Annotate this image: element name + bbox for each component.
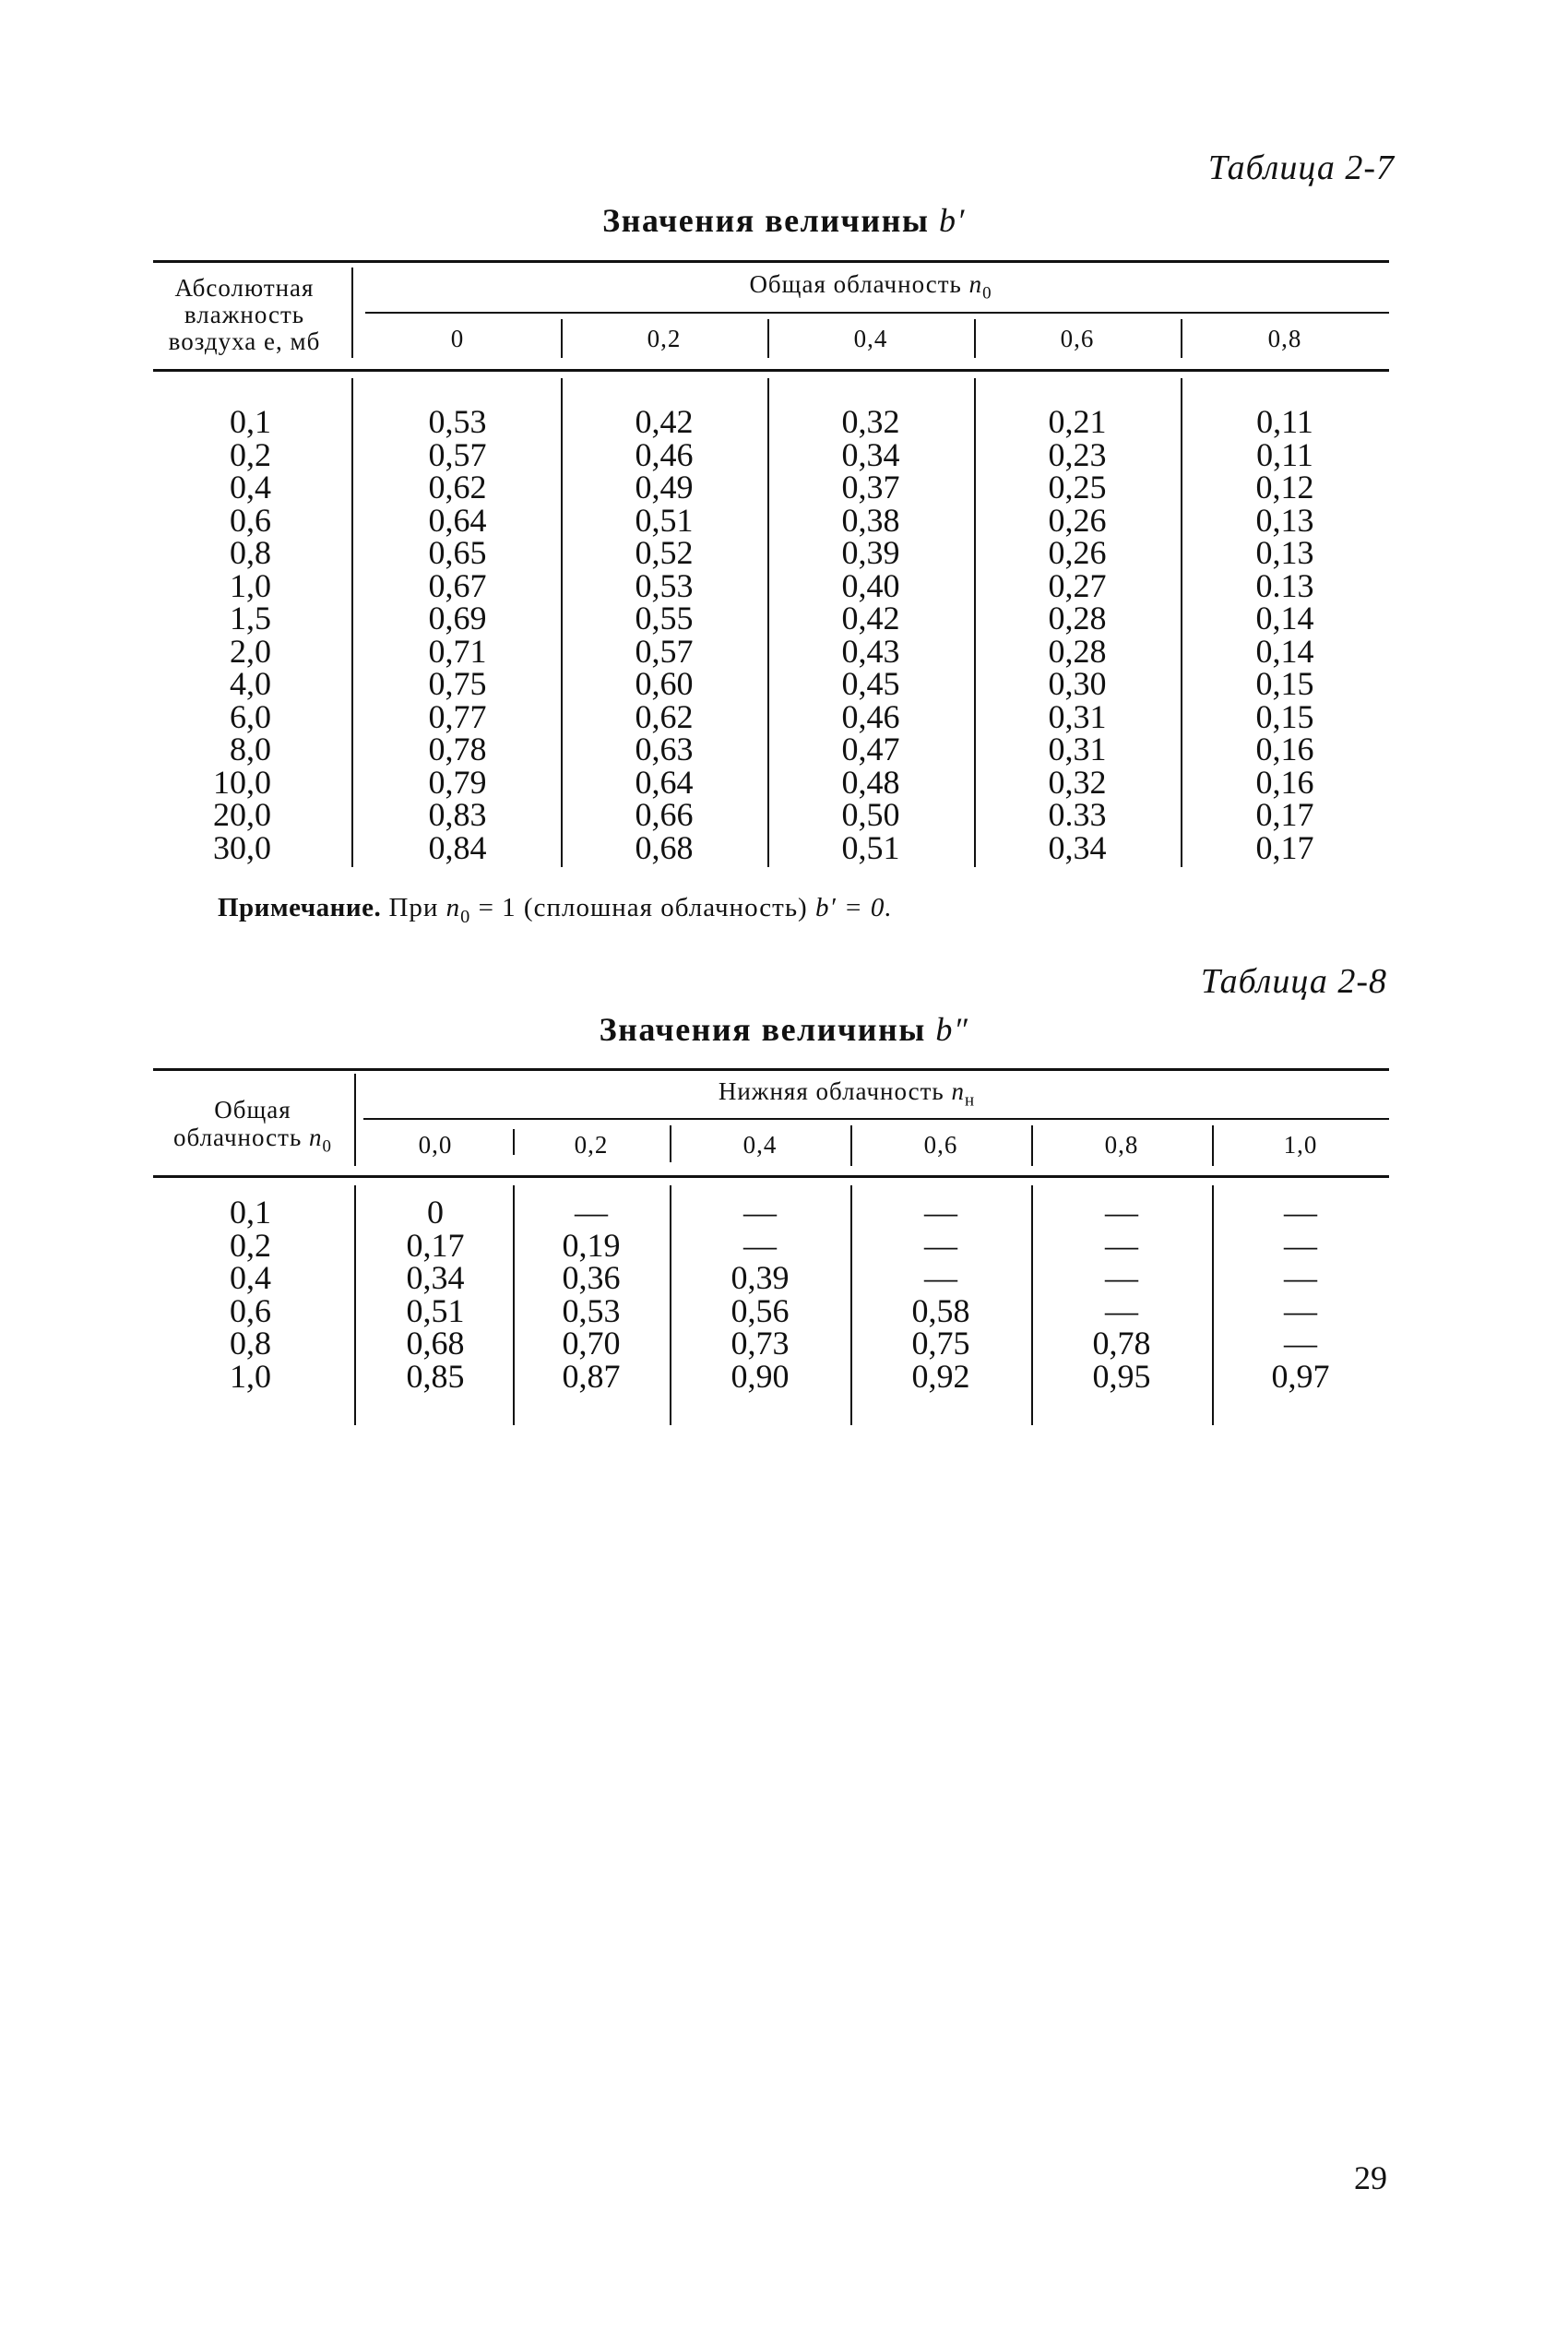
row-label: 10,0 [213,763,271,801]
table-cell: 0,77 [428,697,487,735]
table-cell: 0,90 [731,1357,790,1395]
row-label: 0,6 [230,501,271,539]
table-cell: 0,52 [635,534,694,571]
table-2-8-title-text: Значения величины [599,1011,926,1048]
table-cell: 0,12 [1255,469,1314,505]
table-cell: 0,79 [428,763,487,801]
table-2-7-col-header: 0 [450,325,465,352]
table-cell: 0,73 [731,1325,790,1362]
table-cell: 0,47 [841,731,900,767]
table-2-7-group-header [354,270,1387,303]
table-cell: 0,67 [428,566,487,604]
table-cell: 0,19 [562,1226,621,1264]
table-2-8-column-0 [358,1196,513,1393]
table-2-7-group-rule [365,312,1389,314]
table-cell: — [1105,1259,1138,1296]
table-cell: 0,49 [635,469,694,505]
table-2-8-column-2 [670,1196,850,1393]
table-2-7-title-symbol: b′ [938,202,966,239]
column-separator [850,1125,852,1166]
table-cell: 0,16 [1255,731,1314,767]
table-cell: 0,69 [428,600,487,636]
table-cell: — [1284,1325,1317,1362]
column-separator [561,319,563,358]
row-label: 0,8 [230,1325,271,1362]
table-cell: 0,17 [1255,828,1314,866]
table-cell: 0,11 [1256,403,1313,440]
table-cell: 0,51 [635,501,694,539]
table-2-7-col-header: 0,2 [647,325,682,352]
column-separator [1181,319,1182,358]
table-cell: 0,83 [428,796,487,833]
table-cell: 0,60 [635,665,694,702]
table-cell: 0,53 [635,566,694,604]
table-cell: 0,21 [1048,403,1107,440]
table-2-7-top-rule [153,260,1389,263]
table-cell: — [924,1226,957,1264]
group-header-symbol: n [968,270,983,298]
table-2-8-header-rule [153,1175,1389,1178]
table-cell: 0,34 [406,1259,465,1296]
stub-header-line [148,1124,358,1160]
table-cell: 0,51 [406,1291,465,1329]
column-separator [1031,1125,1033,1166]
stub-header-line: воздуха e, мб [168,327,321,355]
row-label: 0,6 [230,1291,271,1329]
table-2-8-col-header: 0,4 [742,1131,778,1159]
table-cell: 0,57 [635,632,694,670]
row-label: 0,4 [230,1259,271,1296]
table-2-8-column-3 [850,1196,1031,1393]
table-2-8-column-5 [1212,1196,1389,1393]
table-cell: 0,53 [428,403,487,440]
table-cell: 0,55 [635,600,694,636]
table-cell: 0,13 [1255,534,1314,571]
table-cell: 0,32 [841,403,900,440]
table-cell: 0,28 [1048,632,1107,670]
table-cell: 0,64 [635,763,694,801]
table-cell: 0,23 [1048,435,1107,473]
table-cell: 0,34 [1048,828,1107,866]
row-label: 1,0 [230,1357,271,1395]
row-label: 8,0 [230,731,271,767]
table-2-7-label: Таблица 2-7 [1207,149,1395,187]
row-label: 1,5 [230,600,271,636]
column-separator [767,319,769,358]
note-formula: b′ = 0. [814,893,893,922]
table-2-8-title-symbol: b″ [935,1011,969,1048]
table-cell: 0,66 [635,796,694,833]
table-cell: — [1105,1194,1138,1231]
row-label: 0,4 [230,469,271,505]
table-cell: 0,95 [1092,1357,1151,1395]
table-cell: — [1284,1226,1317,1264]
group-header-text: Общая облачность [749,270,962,298]
table-cell: 0,63 [635,731,694,767]
table-cell: 0,17 [406,1226,465,1264]
table-cell: 0,62 [428,469,487,505]
table-cell: 0,31 [1048,697,1107,735]
table-cell: — [924,1194,957,1231]
table-cell: — [924,1259,957,1296]
table-cell: 0,75 [428,665,487,702]
table-2-8-col-header: 0,2 [574,1131,609,1159]
table-cell: 0,56 [731,1291,790,1329]
row-label: 1,0 [230,566,271,604]
table-cell: 0,71 [428,632,487,670]
stub-header-line: Абсолютная [174,274,315,302]
group-header-text: Нижняя облачность [718,1077,944,1105]
note-text: При [388,893,439,922]
table-cell: 0,15 [1255,665,1314,702]
table-cell: 0,53 [562,1291,621,1329]
table-cell: — [743,1226,777,1264]
column-separator [351,268,353,358]
table-cell: 0,15 [1255,697,1314,735]
table-2-8-col-header: 0,8 [1104,1131,1139,1159]
stub-header-line: влажность [184,301,305,328]
column-separator [354,1074,356,1166]
row-label: 30,0 [213,828,271,866]
note-sub: 0 [460,906,471,927]
table-cell: — [1284,1259,1317,1296]
table-2-7-note [218,893,893,928]
table-cell: 0,65 [428,534,487,571]
table-cell: 0,28 [1048,600,1107,636]
table-cell: 0,70 [562,1325,621,1362]
table-cell: 0,50 [841,796,900,833]
table-2-7-col-header: 0,6 [1060,325,1095,352]
table-cell: 0,11 [1256,435,1313,473]
group-header-symbol: n [951,1077,965,1105]
row-label: 20,0 [213,796,271,833]
note-label: Примечание. [218,893,382,922]
table-cell: 0,16 [1255,763,1314,801]
table-cell: 0,30 [1048,665,1107,702]
table-cell: 0,40 [841,566,900,604]
table-cell: — [1284,1194,1317,1231]
table-cell: 0,39 [841,534,900,571]
table-2-8-col-header: 0,6 [923,1131,958,1159]
table-2-7-column-0 [354,403,561,866]
table-cell: 0,87 [562,1357,621,1395]
table-cell: 0,84 [428,828,487,866]
table-2-8-column-1 [513,1196,670,1393]
table-cell: 0,42 [635,403,694,440]
table-2-7-column-1 [561,403,767,866]
table-cell: 0,48 [841,763,900,801]
table-cell: — [575,1194,608,1231]
table-cell: — [1284,1291,1317,1329]
table-cell: 0,27 [1048,566,1107,604]
table-cell: 0,32 [1048,763,1107,801]
table-2-8-title [0,1010,1568,1049]
table-2-7-stub-header [148,275,341,355]
table-2-7-header-rule [153,369,1389,372]
row-label: 0,8 [230,534,271,571]
table-cell: 0,14 [1255,600,1314,636]
table-cell: 0,14 [1255,632,1314,670]
table-cell: 0,37 [841,469,900,505]
table-cell: 0,26 [1048,501,1107,539]
table-cell: 0,45 [841,665,900,702]
table-cell: 0,31 [1048,731,1107,767]
table-cell: — [1105,1226,1138,1264]
row-label: 6,0 [230,697,271,735]
table-cell: 0,46 [635,435,694,473]
group-header-sub: н [965,1090,976,1111]
table-cell: 0.13 [1255,566,1314,604]
table-2-7-col-header: 0,8 [1267,325,1302,352]
table-2-8-col-header: 0,0 [418,1131,453,1159]
column-separator [974,319,976,358]
table-2-8-column-4 [1031,1196,1212,1393]
table-2-7-title [0,201,1568,240]
table-2-7-column-2 [767,403,974,866]
note-text: = 1 (сплошная облачность) [478,893,808,922]
column-separator [1212,1125,1214,1166]
table-cell: 0,39 [731,1259,790,1296]
table-cell: 0,17 [1255,796,1314,833]
note-symbol: n [445,893,461,922]
table-2-8-stub-header [148,1096,358,1160]
table-2-8-col-header: 1,0 [1283,1131,1318,1159]
row-label: 0,1 [230,1194,271,1231]
table-cell: — [1105,1291,1138,1329]
table-cell: 0,25 [1048,469,1107,505]
table-2-8-row-labels [153,1196,354,1393]
table-cell: 0,46 [841,697,900,735]
table-cell: 0,64 [428,501,487,539]
table-2-7-column-4 [1181,403,1389,866]
table-2-7-column-3 [974,403,1181,866]
column-separator [354,1185,356,1425]
table-cell: 0,92 [911,1357,970,1395]
row-label: 4,0 [230,665,271,702]
table-cell: 0,51 [841,828,900,866]
table-2-7-row-labels [153,403,360,866]
column-separator [670,1125,671,1162]
table-2-7-title-text: Значения величины [602,202,930,239]
group-header-sub: 0 [982,283,992,303]
table-cell: 0.33 [1048,796,1107,833]
table-cell: 0,34 [841,435,900,473]
stub-header-sub: 0 [322,1136,332,1157]
table-cell: 0,13 [1255,501,1314,539]
row-label: 0,2 [230,1226,271,1264]
table-cell: 0,68 [406,1325,465,1362]
table-2-8-group-rule [363,1118,1389,1120]
table-cell: 0,43 [841,632,900,670]
table-cell: 0,42 [841,600,900,636]
table-cell: 0,75 [911,1325,970,1362]
table-cell: 0,78 [428,731,487,767]
row-label: 0,1 [230,403,271,440]
stub-header-line: Общая [214,1096,291,1124]
page-number: 29 [1354,2159,1387,2196]
table-cell: 0,38 [841,501,900,539]
table-2-8-top-rule [153,1068,1389,1071]
stub-header-symbol: n [309,1124,323,1151]
table-cell: 0,58 [911,1291,970,1329]
table-2-8-group-header [360,1077,1389,1111]
table-cell: 0,36 [562,1259,621,1296]
table-2-7-col-header: 0,4 [853,325,888,352]
table-cell: 0,68 [635,828,694,866]
row-label: 0,2 [230,435,271,473]
table-cell: — [743,1194,777,1231]
table-cell: 0,62 [635,697,694,735]
stub-header-text: облачность [173,1124,303,1151]
table-cell: 0 [427,1194,444,1231]
table-cell: 0,78 [1092,1325,1151,1362]
table-cell: 0,85 [406,1357,465,1395]
table-cell: 0,26 [1048,534,1107,571]
table-cell: 0,57 [428,435,487,473]
table-2-8-label: Таблица 2-8 [1200,962,1387,1001]
table-cell: 0,97 [1271,1357,1330,1395]
row-label: 2,0 [230,632,271,670]
column-separator [513,1129,515,1155]
